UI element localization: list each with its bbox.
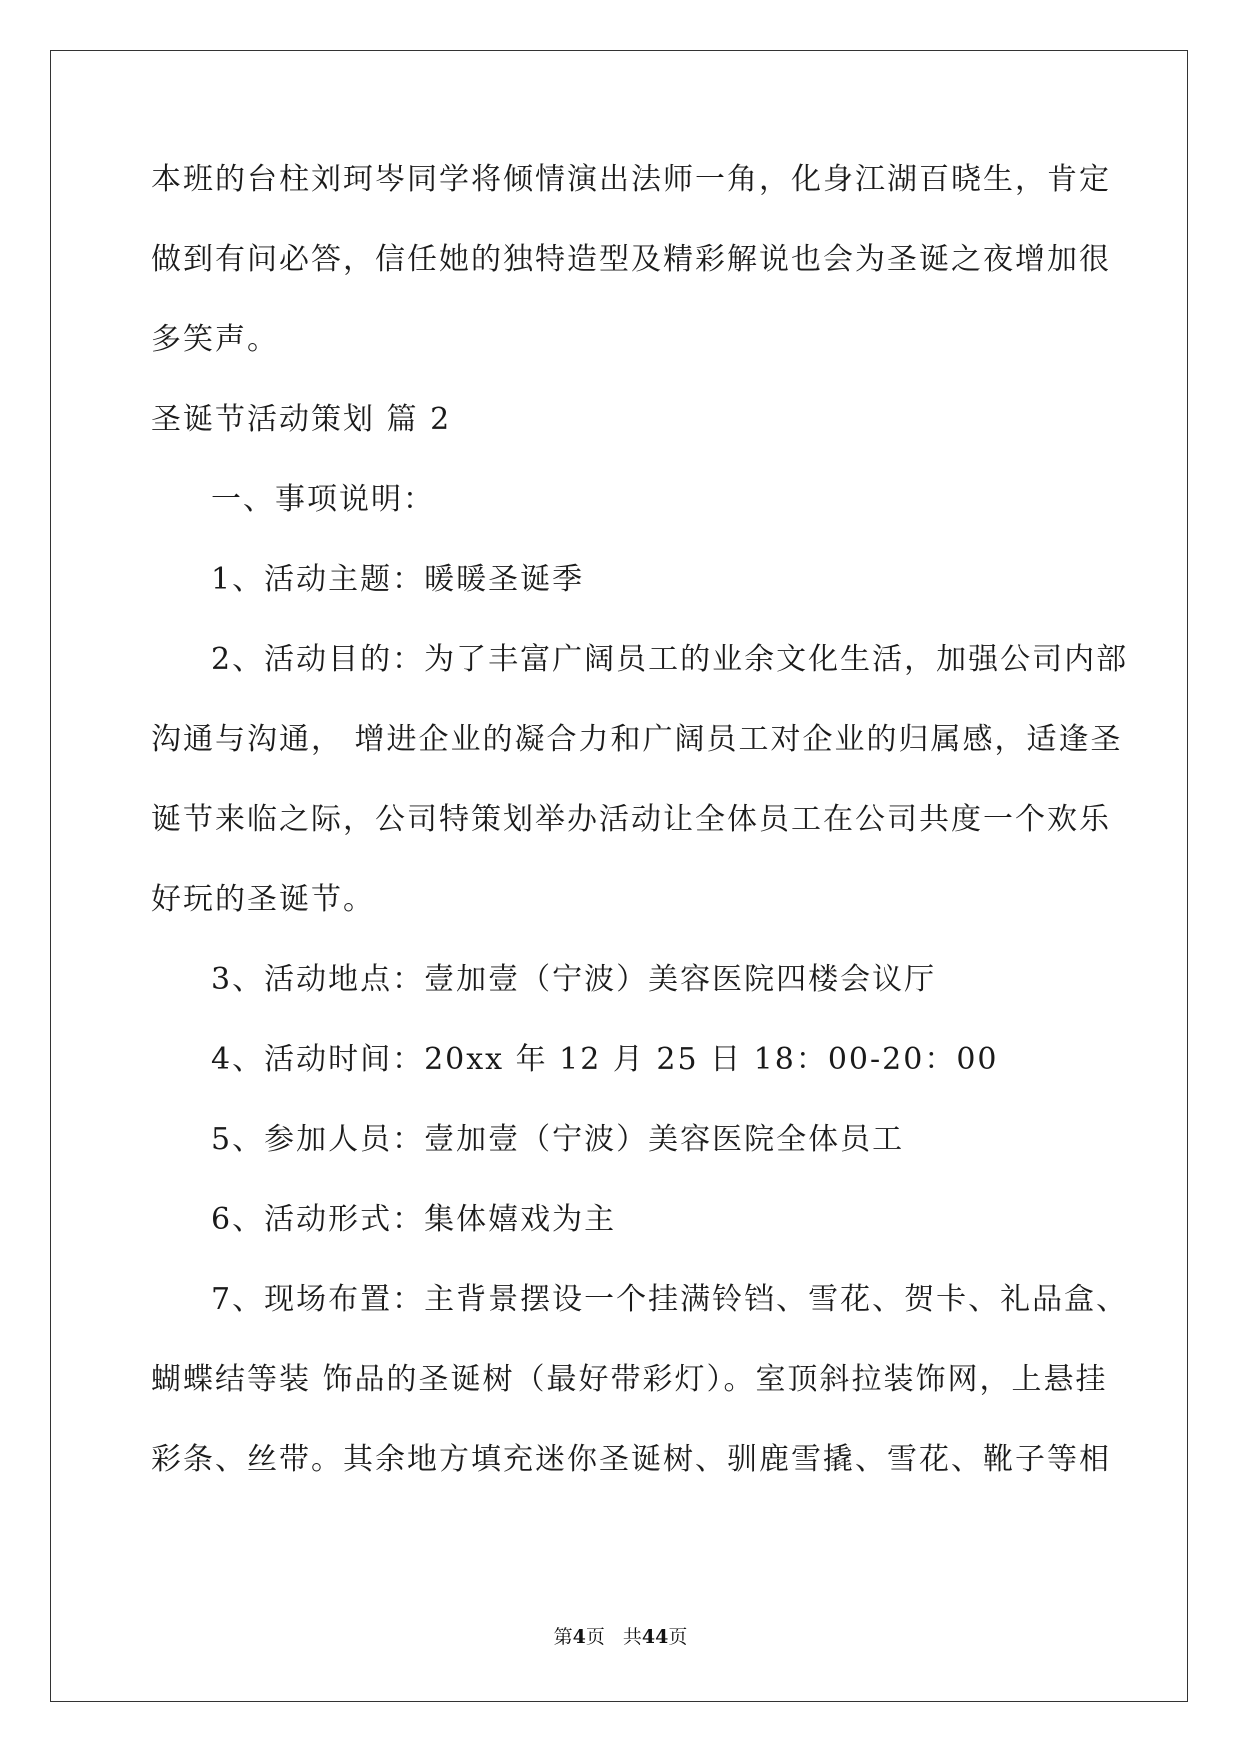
paragraph-line: 彩条、丝带。其余地方填充迷你圣诞树、驯鹿雪撬、雪花、靴子等相 xyxy=(151,1442,1111,1477)
paragraph-line: 诞节来临之际，公司特策划举办活动让全体员工在公司共度一个欢乐 xyxy=(151,802,1111,837)
list-item: 3、活动地点：壹加壹（宁波）美容医院四楼会议厅 xyxy=(211,962,937,997)
paragraph-line: 本班的台柱刘珂岑同学将倾情演出法师一角，化身江湖百晓生，肯定 xyxy=(151,162,1111,197)
list-item: 6、活动形式：集体嬉戏为主 xyxy=(211,1202,617,1237)
paragraph-line: 多笑声。 xyxy=(151,322,279,357)
footer-prefix: 第 xyxy=(553,1626,573,1648)
subsection-heading: 一、事项说明： xyxy=(211,482,435,517)
list-item: 5、参加人员：壹加壹（宁波）美容医院全体员工 xyxy=(211,1122,905,1157)
paragraph-line: 蝴蝶结等装 饰品的圣诞树（最好带彩灯）。室顶斜拉装饰网，上悬挂 xyxy=(151,1362,1108,1397)
footer-page-number: 4 xyxy=(572,1626,586,1648)
footer-page-unit: 页 xyxy=(585,1626,605,1648)
footer-total-prefix: 共 xyxy=(622,1626,642,1648)
list-item: 1、活动主题：暖暖圣诞季 xyxy=(211,562,585,597)
footer-total-unit: 页 xyxy=(668,1626,688,1648)
list-item: 4、活动时间：20xx 年 12 月 25 日 18：00-20：00 xyxy=(211,1042,999,1077)
paragraph-line: 好玩的圣诞节。 xyxy=(151,882,375,917)
paragraph-line: 做到有问必答，信任她的独特造型及精彩解说也会为圣诞之夜增加很 xyxy=(151,242,1111,277)
paragraph-line: 沟通与沟通， 增进企业的凝合力和广阔员工对企业的归属感，适逢圣 xyxy=(151,722,1123,757)
section-heading: 圣诞节活动策划 篇 2 xyxy=(151,402,452,437)
list-item: 7、现场布置：主背景摆设一个挂满铃铛、雪花、贺卡、礼品盒、 xyxy=(211,1282,1129,1317)
footer-total-pages: 44 xyxy=(641,1626,669,1648)
list-item: 2、活动目的：为了丰富广阔员工的业余文化生活，加强公司内部 xyxy=(211,642,1129,677)
page-footer xyxy=(0,1625,1241,1649)
